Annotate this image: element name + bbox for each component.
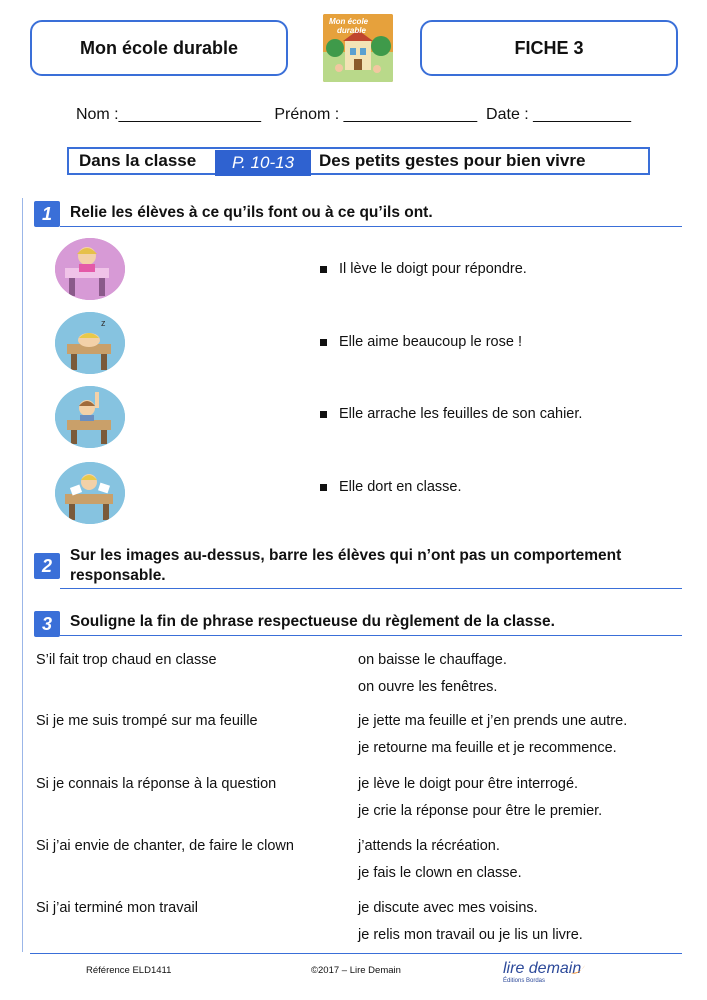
pupil-picture-raised-hand bbox=[55, 386, 125, 448]
title-box bbox=[30, 20, 288, 76]
pupil-picture-tearing-paper bbox=[55, 462, 125, 524]
page-reference-badge: P. 10-13 bbox=[215, 150, 311, 176]
statement-item bbox=[320, 479, 462, 495]
copyright-text: ©2017 – Lire Demain bbox=[311, 965, 401, 976]
chapter-subtitle: Des petits gestes pour bien vivre bbox=[319, 151, 586, 170]
sentence-option[interactable]: je retourne ma feuille et je recommence. bbox=[358, 740, 617, 756]
fiche-number: FICHE 3 bbox=[514, 37, 584, 58]
sentence-option[interactable]: je discute avec mes voisins. bbox=[358, 900, 538, 916]
statement-item bbox=[320, 406, 582, 422]
sentence-option[interactable]: je relis mon travail ou je lis un livre. bbox=[358, 927, 583, 943]
exercise-3-number: 3 bbox=[34, 611, 60, 637]
bullet-square-icon bbox=[320, 339, 327, 346]
exercise-1-rule bbox=[60, 226, 682, 227]
bullet-square-icon bbox=[320, 266, 327, 273]
exercise-2-instruction bbox=[70, 546, 621, 586]
sentence-start: Si je connais la réponse à la question bbox=[36, 776, 277, 792]
bullet-square-icon bbox=[320, 484, 327, 491]
exercise-1-instruction: Relie les élèves à ce qu’ils font ou à ce qu’ils ont. bbox=[70, 204, 433, 221]
exercise-2-rule bbox=[60, 588, 682, 589]
statement-text: Elle aime beaucoup le rose ! bbox=[339, 334, 522, 350]
statement-text: Elle dort en classe. bbox=[339, 479, 462, 495]
reference-text: Référence ELD1411 bbox=[86, 965, 172, 976]
bullet-square-icon bbox=[320, 411, 327, 418]
statement-text: Elle arrache les feuilles de son cahier. bbox=[339, 406, 583, 422]
chapter-section: Dans la classe bbox=[79, 151, 197, 170]
exercise-2-number: 2 bbox=[34, 553, 60, 579]
margin-line bbox=[22, 198, 23, 952]
exercise-1-number: 1 bbox=[34, 201, 60, 227]
pupil-picture-pink-desk bbox=[55, 238, 125, 300]
worksheet-title: Mon école durable bbox=[79, 37, 239, 58]
cover-title-line1: Mon école bbox=[329, 17, 369, 26]
fiche-box bbox=[420, 20, 678, 76]
exercise-3-rule bbox=[60, 635, 682, 636]
statement-item bbox=[320, 261, 527, 277]
sentence-start: Si j’ai terminé mon travail bbox=[36, 900, 198, 916]
svg-text:z: z bbox=[101, 318, 106, 328]
sentence-option[interactable]: je fais le clown en classe. bbox=[358, 865, 522, 881]
sentence-option[interactable]: je jette ma feuille et j’en prends une autre. bbox=[358, 713, 628, 729]
sentence-option[interactable]: je lève le doigt pour être interrogé. bbox=[358, 776, 579, 792]
sentence-option[interactable]: je crie la réponse pour être le premier. bbox=[358, 803, 603, 819]
identity-line: Nom :________________ Prénom : _______________ Date : ___________ bbox=[75, 106, 632, 123]
pupil-picture-sleeping bbox=[55, 312, 125, 374]
logo-swoosh-icon bbox=[570, 964, 586, 976]
exercise-2-instruction-line1: Sur les images au-dessus, barre les élèves qui n’ont pas un comportement bbox=[70, 547, 622, 564]
chapter-banner bbox=[67, 147, 650, 175]
cover-title-line2: durable bbox=[337, 26, 366, 35]
sentence-option[interactable]: on baisse le chauffage. bbox=[358, 652, 507, 668]
statement-text: Il lève le doigt pour répondre. bbox=[339, 261, 527, 277]
publisher-logo: lire demain bbox=[503, 960, 582, 977]
exercise-2-instruction-line2: responsable. bbox=[70, 567, 166, 584]
statement-item bbox=[320, 334, 522, 350]
sentence-option[interactable]: j’attends la récréation. bbox=[358, 838, 500, 854]
exercise-3-instruction: Souligne la fin de phrase respectueuse du règlement de la classe. bbox=[70, 613, 555, 630]
sentence-start: Si j’ai envie de chanter, de faire le clown bbox=[36, 838, 294, 854]
book-cover-image bbox=[323, 14, 393, 82]
sentence-option[interactable]: on ouvre les fenêtres. bbox=[358, 679, 498, 695]
publisher-logo-subtitle: Éditions Bordas bbox=[503, 978, 546, 984]
sentence-start: S’il fait trop chaud en classe bbox=[36, 652, 217, 668]
footer-rule bbox=[30, 953, 682, 954]
sentence-start: Si je me suis trompé sur ma feuille bbox=[36, 713, 258, 729]
